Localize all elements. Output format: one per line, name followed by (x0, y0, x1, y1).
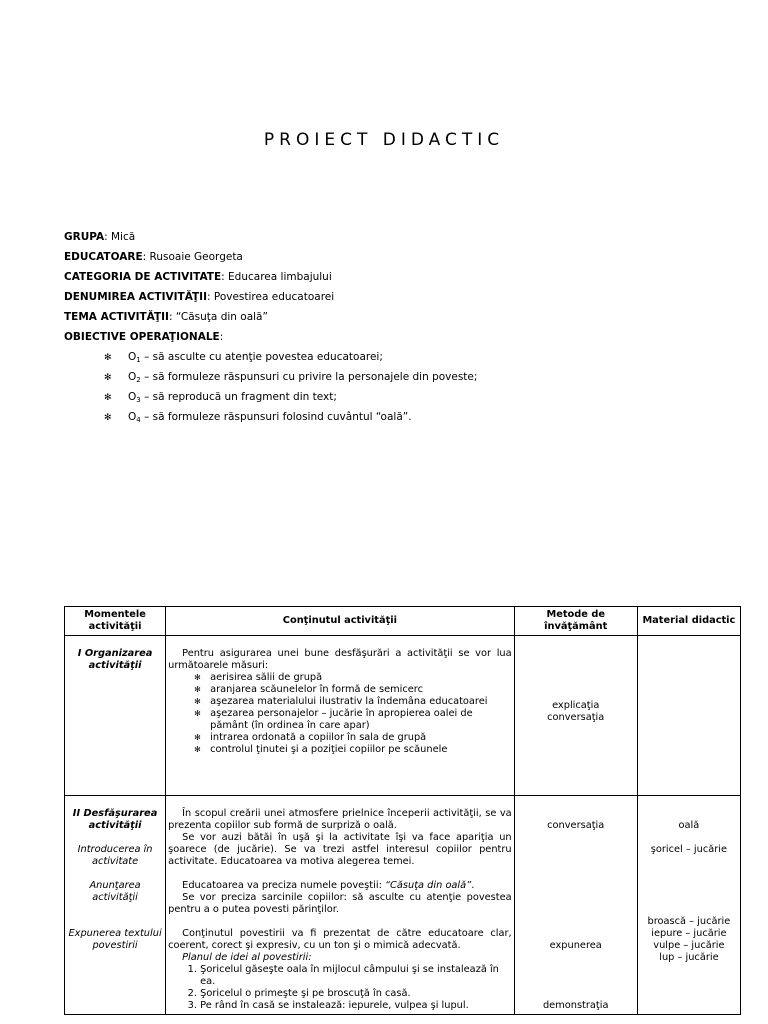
col-header-momente: Momentele activităţii (65, 607, 166, 636)
methods-cell: conversaţia expunerea demonstraţia (514, 796, 637, 1015)
moment-cell: I Organizarea activităţii (65, 636, 166, 796)
col-header-continut: Conţinutul activităţii (166, 607, 515, 636)
moment-cell: II Desfăşurarea activităţii Introducerea în activitate Anunţarea activităţii Expunerea textului povestirii (65, 796, 166, 1015)
lesson-meta (64, 229, 478, 429)
asterisk-icon: ✻ (104, 373, 112, 383)
asterisk-icon: ✻ (104, 353, 112, 363)
objective-item: ✻ $O_1$ – să asculte cu atenţie povestea educatoarei; (104, 351, 383, 364)
meta-categoria: CATEGORIA DE ACTIVITATE: Educarea limbajului (64, 271, 332, 283)
col-header-material: Material didactic (637, 607, 740, 636)
objective-item: ✻ $O_4$ – să formuleze răspunsuri folosind cuvântul “oală”. (104, 411, 412, 424)
material-cell (637, 636, 740, 796)
asterisk-icon: ✻ (104, 413, 112, 423)
meta-educatoare: EDUCATOARE: Rusoaie Georgeta (64, 251, 243, 263)
methods-cell: explicaţia conversaţia (514, 636, 637, 796)
content-cell: În scopul creării unei atmosfere prielnice începerii activităţii, se va prezenta copiilor sub formă de surpriză o oală. Se vor auzi bătăi în uşă şi la activitate îşi va face apariţia un şoarece (de jucărie). Se va trezi astfel interesul copiilor pentru activitate. Educatoarea va motiva alegerea temei. Educatoarea va preciza numele poveştii: “Căsuţa din oală”. Se vor preciza sarcinile copiilor: să asculte cu atenţie povestea pentru a o putea povesti părinţilor. Conţinutul povestirii va fi prezentat de către educatoare clar, coerent, corect şi expresiv, cu un ton şi o mimică adecvată. Planul de idei al povestirii: 1. Şoricelul găseşte oala în mijlocul câmpului şi se instalează în ea. 2. Şoricelul o primeşte şi pe broscuţă în casă. 3. Pe rând în casă se instalează: iepurele, vulpea şi lupul. (166, 796, 515, 1015)
material-cell: oală şoricel – jucărie broască – jucărie iepure – jucărie vulpe – jucărie lup – jucărie (637, 796, 740, 1015)
table-row (65, 636, 741, 796)
lesson-table (64, 606, 741, 1015)
col-header-metode: Metode de învăţământ (514, 607, 637, 636)
content-cell: Pentru asigurarea unei bune desfăşurări a activităţii se vor lua următoarele măsuri: ✻ aerisirea sălii de grupă ✻ aranjarea scăunelelor în formă de semicerc ✻ aşezarea materialului ilustrativ la îndemâna educatoarei ✻ aşezarea personajelor – jucărie în apropierea oalei de pământ (în ordinea în care apar) ✻ intrarea ordonată a copiilor în sala de grupă ✻ controlul ţinutei şi a poziţiei copiilor pe scăunele (166, 636, 515, 796)
table-header-row (65, 607, 741, 636)
meta-grupa: GRUPA: Mică (64, 231, 136, 243)
page-title: PROIECT DIDACTIC (263, 130, 505, 150)
meta-tema: TEMA ACTIVITĂŢII: “Căsuţa din oală” (64, 311, 268, 323)
meta-obiective: OBIECTIVE OPERAŢIONALE: (64, 331, 224, 343)
objective-item: ✻ $O_3$ – să reproducă un fragment din text; (104, 391, 337, 404)
table-row (65, 796, 741, 1015)
asterisk-icon: ✻ (104, 393, 112, 403)
objective-item: ✻ $O_2$ – să formuleze răspunsuri cu privire la personajele din poveste; (104, 371, 478, 384)
meta-denumirea: DENUMIREA ACTIVITĂŢII: Povestirea educatoarei (64, 291, 335, 303)
